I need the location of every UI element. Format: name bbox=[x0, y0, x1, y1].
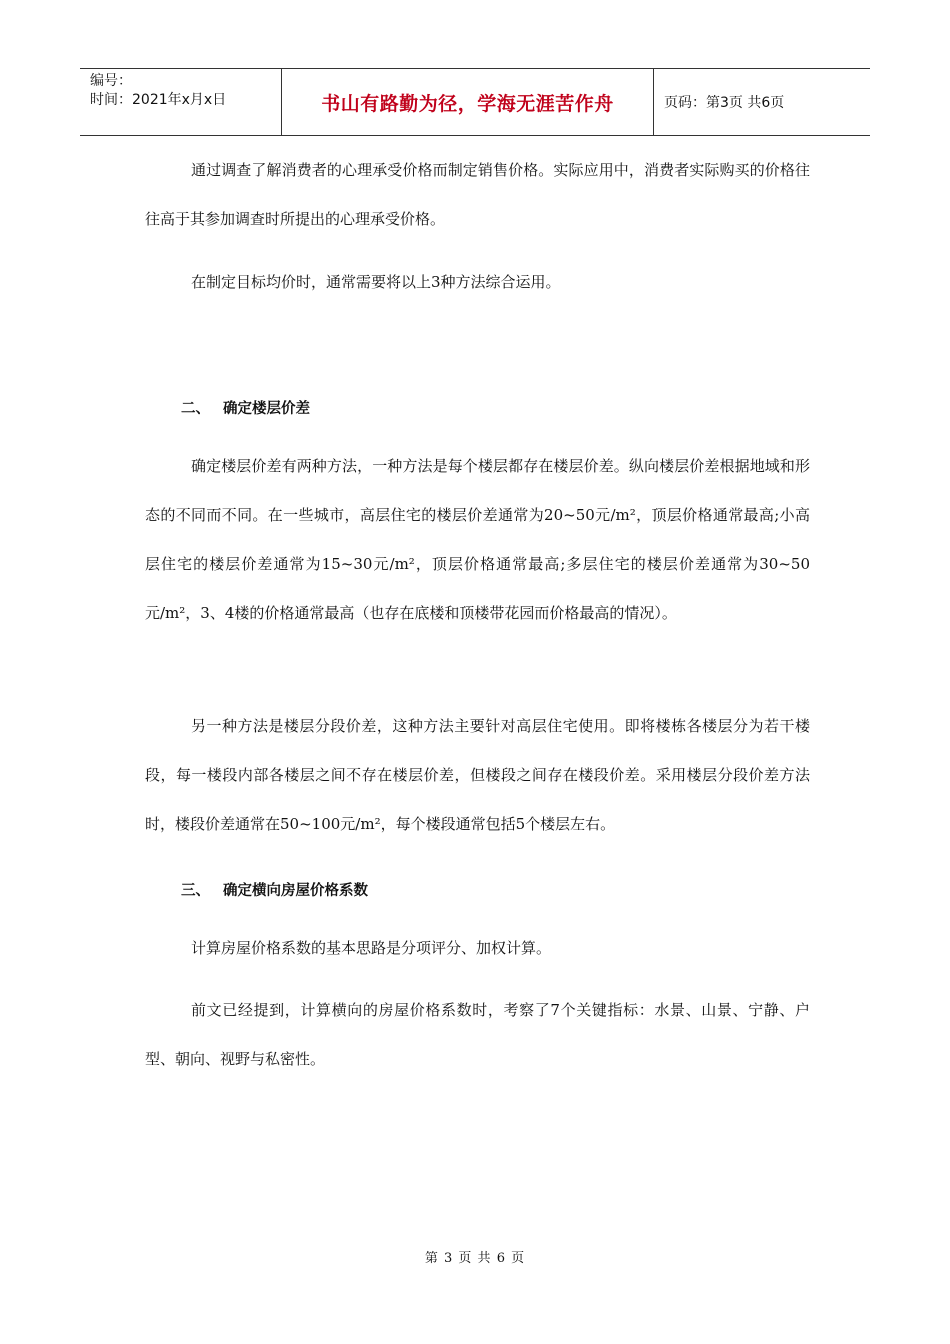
header-meta bbox=[80, 69, 282, 135]
section-heading bbox=[181, 397, 310, 418]
header-page-info: 页码：第3页 共6页 bbox=[664, 95, 785, 111]
section-title: 确定横向房屋价格系数 bbox=[223, 883, 368, 899]
section-number: 三、 bbox=[181, 883, 210, 899]
paragraph: 计算房屋价格系数的基本思路是分项评分、加权计算。 bbox=[191, 939, 552, 957]
header-number: 编号： bbox=[90, 73, 132, 89]
section-heading bbox=[181, 879, 368, 900]
page-header bbox=[80, 68, 870, 136]
paragraph: 在制定目标均价时，通常需要将以上3种方法综合运用。 bbox=[191, 273, 561, 291]
header-motto: 书山有路勤为径，学海无涯苦作舟 bbox=[282, 69, 654, 135]
paragraph: 确定楼层价差有两种方法，一种方法是每个楼层都存在楼层价差。纵向楼层价差根据地域和形态的不同而不同。在一些城市，高层住宅的楼层价差通常为20~50元/m²，顶层价格通常最高;小高层住宅的楼层价差通常为15~30元/m²，顶层价格通常最高;多层住宅的楼层价差通常为30~50元/m²，3、4楼的价格通常最高（也存在底楼和顶楼带花园而价格最高的情况）。 bbox=[145, 457, 810, 622]
page-footer: 第 3 页 共 6 页 bbox=[424, 1251, 526, 1266]
header-time: 时间：2021年x月x日 bbox=[90, 92, 227, 108]
section-title: 确定楼层价差 bbox=[223, 401, 310, 417]
section-number: 二、 bbox=[181, 401, 210, 417]
paragraph: 通过调查了解消费者的心理承受价格而制定销售价格。实际应用中，消费者实际购买的价格往往高于其参加调查时所提出的心理承受价格。 bbox=[145, 161, 810, 228]
paragraph: 前文已经提到，计算横向的房屋价格系数时，考察了7个关键指标：水景、山景、宁静、户型、朝向、视野与私密性。 bbox=[145, 1001, 810, 1068]
paragraph: 另一种方法是楼层分段价差，这种方法主要针对高层住宅使用。即将楼栋各楼层分为若干楼段，每一楼段内部各楼层之间不存在楼层价差，但楼段之间存在楼段价差。采用楼层分段价差方法时，楼段价差通常在50~100元/m²，每个楼段通常包括5个楼层左右。 bbox=[145, 717, 810, 833]
